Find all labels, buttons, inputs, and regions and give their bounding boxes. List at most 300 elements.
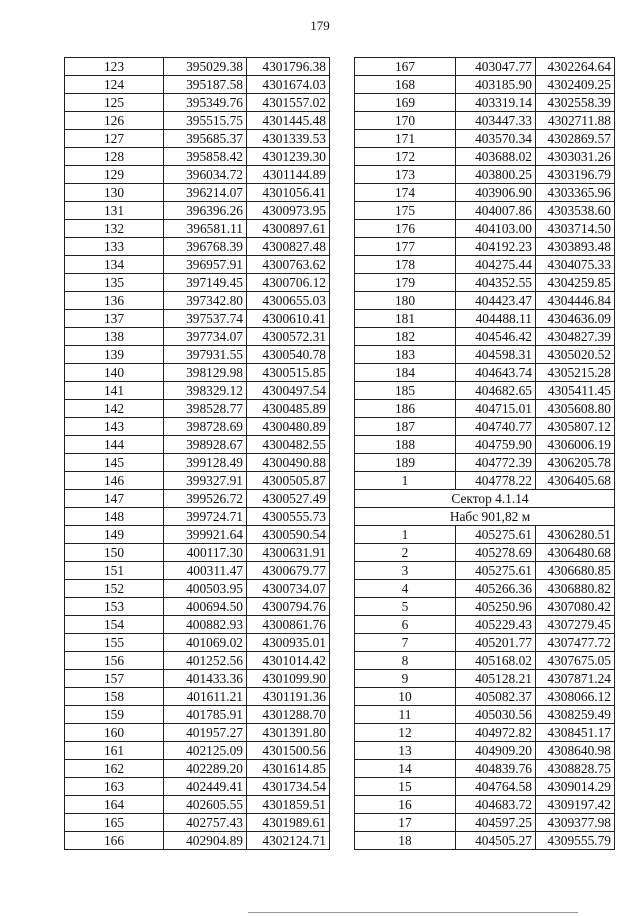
y-coordinate-cell: 4306405.68 [536, 472, 615, 490]
x-coordinate-cell: 398129.98 [164, 364, 247, 382]
x-coordinate-cell: 399128.49 [164, 454, 247, 472]
y-coordinate-cell: 4300527.49 [247, 490, 330, 508]
table-row [65, 112, 330, 130]
point-number-cell: 152 [65, 580, 164, 598]
x-coordinate-cell: 404007.86 [456, 202, 536, 220]
point-number-cell: 148 [65, 508, 164, 526]
table-row [65, 778, 330, 796]
table-row [355, 544, 615, 562]
y-coordinate-cell: 4308640.98 [536, 742, 615, 760]
y-coordinate-cell: 4304827.39 [536, 328, 615, 346]
table-row [355, 454, 615, 472]
y-coordinate-cell: 4300490.88 [247, 454, 330, 472]
table-row [355, 814, 615, 832]
x-coordinate-cell: 402289.20 [164, 760, 247, 778]
point-number-cell: 177 [355, 238, 456, 256]
table-row [65, 670, 330, 688]
table-row [65, 472, 330, 490]
x-coordinate-cell: 404740.77 [456, 418, 536, 436]
table-row [355, 436, 615, 454]
x-coordinate-cell: 400117.30 [164, 544, 247, 562]
y-coordinate-cell: 4309555.79 [536, 832, 615, 850]
x-coordinate-cell: 401611.21 [164, 688, 247, 706]
y-coordinate-cell: 4301144.89 [247, 166, 330, 184]
x-coordinate-cell: 395515.75 [164, 112, 247, 130]
y-coordinate-cell: 4307675.05 [536, 652, 615, 670]
table-row [355, 112, 615, 130]
x-coordinate-cell: 405266.36 [456, 580, 536, 598]
y-coordinate-cell: 4309014.29 [536, 778, 615, 796]
point-number-cell: 136 [65, 292, 164, 310]
y-coordinate-cell: 4301445.48 [247, 112, 330, 130]
y-coordinate-cell: 4306205.78 [536, 454, 615, 472]
y-coordinate-cell: 4300861.76 [247, 616, 330, 634]
y-coordinate-cell: 4308259.49 [536, 706, 615, 724]
point-number-cell: 1 [355, 526, 456, 544]
x-coordinate-cell: 395685.37 [164, 130, 247, 148]
x-coordinate-cell: 396581.11 [164, 220, 247, 238]
table-row [65, 220, 330, 238]
point-number-cell: 10 [355, 688, 456, 706]
section-header-row [355, 508, 615, 526]
table-row [65, 274, 330, 292]
x-coordinate-cell: 402605.55 [164, 796, 247, 814]
x-coordinate-cell: 404505.27 [456, 832, 536, 850]
table-row [355, 202, 615, 220]
table-row [355, 832, 615, 850]
x-coordinate-cell: 405229.43 [456, 616, 536, 634]
table-row [65, 616, 330, 634]
x-coordinate-cell: 397149.45 [164, 274, 247, 292]
x-coordinate-cell: 402757.43 [164, 814, 247, 832]
y-coordinate-cell: 4306480.68 [536, 544, 615, 562]
x-coordinate-cell: 398528.77 [164, 400, 247, 418]
y-coordinate-cell: 4301014.42 [247, 652, 330, 670]
table-row [65, 508, 330, 526]
x-coordinate-cell: 397734.07 [164, 328, 247, 346]
x-coordinate-cell: 404192.23 [456, 238, 536, 256]
point-number-cell: 163 [65, 778, 164, 796]
y-coordinate-cell: 4307279.45 [536, 616, 615, 634]
point-number-cell: 188 [355, 436, 456, 454]
table-row [355, 256, 615, 274]
x-coordinate-cell: 404643.74 [456, 364, 536, 382]
point-number-cell: 139 [65, 346, 164, 364]
table-row [65, 724, 330, 742]
table-row [65, 562, 330, 580]
point-number-cell: 156 [65, 652, 164, 670]
x-coordinate-cell: 399526.72 [164, 490, 247, 508]
x-coordinate-cell: 403688.02 [456, 148, 536, 166]
point-number-cell: 185 [355, 382, 456, 400]
x-coordinate-cell: 404352.55 [456, 274, 536, 292]
y-coordinate-cell: 4300897.61 [247, 220, 330, 238]
y-coordinate-cell: 4300794.76 [247, 598, 330, 616]
point-number-cell: 3 [355, 562, 456, 580]
x-coordinate-cell: 404275.44 [456, 256, 536, 274]
x-coordinate-cell: 404764.58 [456, 778, 536, 796]
x-coordinate-cell: 396214.07 [164, 184, 247, 202]
table-row [65, 256, 330, 274]
point-number-cell: 173 [355, 166, 456, 184]
table-row [65, 346, 330, 364]
point-number-cell: 130 [65, 184, 164, 202]
point-number-cell: 171 [355, 130, 456, 148]
y-coordinate-cell: 4308451.17 [536, 724, 615, 742]
table-row [65, 238, 330, 256]
y-coordinate-cell: 4306680.85 [536, 562, 615, 580]
point-number-cell: 153 [65, 598, 164, 616]
y-coordinate-cell: 4301339.53 [247, 130, 330, 148]
table-row [65, 796, 330, 814]
x-coordinate-cell: 404715.01 [456, 400, 536, 418]
point-number-cell: 18 [355, 832, 456, 850]
point-number-cell: 154 [65, 616, 164, 634]
x-coordinate-cell: 403800.25 [456, 166, 536, 184]
point-number-cell: 2 [355, 544, 456, 562]
point-number-cell: 146 [65, 472, 164, 490]
x-coordinate-cell: 395187.58 [164, 76, 247, 94]
x-coordinate-cell: 400503.95 [164, 580, 247, 598]
table-row [65, 598, 330, 616]
point-number-cell: 123 [65, 58, 164, 76]
point-number-cell: 9 [355, 670, 456, 688]
point-number-cell: 7 [355, 634, 456, 652]
point-number-cell: 132 [65, 220, 164, 238]
table-row [355, 292, 615, 310]
x-coordinate-cell: 401957.27 [164, 724, 247, 742]
table-row [355, 526, 615, 544]
y-coordinate-cell: 4301099.90 [247, 670, 330, 688]
x-coordinate-cell: 405250.96 [456, 598, 536, 616]
point-number-cell: 165 [65, 814, 164, 832]
point-number-cell: 126 [65, 112, 164, 130]
point-number-cell: 14 [355, 760, 456, 778]
y-coordinate-cell: 4300763.62 [247, 256, 330, 274]
point-number-cell: 17 [355, 814, 456, 832]
point-number-cell: 5 [355, 598, 456, 616]
x-coordinate-cell: 399327.91 [164, 472, 247, 490]
point-number-cell: 16 [355, 796, 456, 814]
x-coordinate-cell: 398928.67 [164, 436, 247, 454]
x-coordinate-cell: 400694.50 [164, 598, 247, 616]
point-number-cell: 128 [65, 148, 164, 166]
x-coordinate-cell: 402904.89 [164, 832, 247, 850]
point-number-cell: 164 [65, 796, 164, 814]
table-row [65, 166, 330, 184]
point-number-cell: 147 [65, 490, 164, 508]
y-coordinate-cell: 4301796.38 [247, 58, 330, 76]
x-coordinate-cell: 405082.37 [456, 688, 536, 706]
point-number-cell: 174 [355, 184, 456, 202]
point-number-cell: 179 [355, 274, 456, 292]
table-row [355, 418, 615, 436]
y-coordinate-cell: 4309197.42 [536, 796, 615, 814]
y-coordinate-cell: 4300505.87 [247, 472, 330, 490]
y-coordinate-cell: 4303538.60 [536, 202, 615, 220]
table-row [355, 130, 615, 148]
table-row [65, 436, 330, 454]
table-row [355, 94, 615, 112]
left-coordinates-table [64, 57, 330, 850]
y-coordinate-cell: 4302558.39 [536, 94, 615, 112]
point-number-cell: 125 [65, 94, 164, 112]
table-row [65, 526, 330, 544]
table-row [65, 634, 330, 652]
y-coordinate-cell: 4300827.48 [247, 238, 330, 256]
point-number-cell: 144 [65, 436, 164, 454]
point-number-cell: 189 [355, 454, 456, 472]
point-number-cell: 124 [65, 76, 164, 94]
table-row [65, 130, 330, 148]
x-coordinate-cell: 396768.39 [164, 238, 247, 256]
y-coordinate-cell: 4301391.80 [247, 724, 330, 742]
table-row [355, 382, 615, 400]
x-coordinate-cell: 405278.69 [456, 544, 536, 562]
x-coordinate-cell: 404772.39 [456, 454, 536, 472]
table-row [65, 148, 330, 166]
table-row [355, 616, 615, 634]
x-coordinate-cell: 405201.77 [456, 634, 536, 652]
x-coordinate-cell: 403047.77 [456, 58, 536, 76]
point-number-cell: 149 [65, 526, 164, 544]
section-header-cell: Набс 901,82 м [355, 508, 615, 526]
x-coordinate-cell: 395858.42 [164, 148, 247, 166]
y-coordinate-cell: 4300480.89 [247, 418, 330, 436]
x-coordinate-cell: 400882.93 [164, 616, 247, 634]
point-number-cell: 166 [65, 832, 164, 850]
y-coordinate-cell: 4305608.80 [536, 400, 615, 418]
table-row [355, 274, 615, 292]
y-coordinate-cell: 4300935.01 [247, 634, 330, 652]
x-coordinate-cell: 397931.55 [164, 346, 247, 364]
table-row [355, 220, 615, 238]
y-coordinate-cell: 4300515.85 [247, 364, 330, 382]
table-row [65, 76, 330, 94]
table-row [355, 706, 615, 724]
point-number-cell: 187 [355, 418, 456, 436]
table-row [355, 580, 615, 598]
y-coordinate-cell: 4304259.85 [536, 274, 615, 292]
x-coordinate-cell: 398329.12 [164, 382, 247, 400]
x-coordinate-cell: 404423.47 [456, 292, 536, 310]
y-coordinate-cell: 4303714.50 [536, 220, 615, 238]
x-coordinate-cell: 405168.02 [456, 652, 536, 670]
point-number-cell: 15 [355, 778, 456, 796]
x-coordinate-cell: 397537.74 [164, 310, 247, 328]
table-row [355, 670, 615, 688]
x-coordinate-cell: 400311.47 [164, 562, 247, 580]
table-row [355, 652, 615, 670]
point-number-cell: 186 [355, 400, 456, 418]
x-coordinate-cell: 396957.91 [164, 256, 247, 274]
x-coordinate-cell: 401785.91 [164, 706, 247, 724]
point-number-cell: 176 [355, 220, 456, 238]
y-coordinate-cell: 4302264.64 [536, 58, 615, 76]
y-coordinate-cell: 4304446.84 [536, 292, 615, 310]
point-number-cell: 162 [65, 760, 164, 778]
point-number-cell: 168 [355, 76, 456, 94]
table-row [65, 310, 330, 328]
y-coordinate-cell: 4300482.55 [247, 436, 330, 454]
y-coordinate-cell: 4306006.19 [536, 436, 615, 454]
table-row [65, 760, 330, 778]
table-row [355, 58, 615, 76]
y-coordinate-cell: 4308066.12 [536, 688, 615, 706]
table-row [355, 598, 615, 616]
x-coordinate-cell: 404488.11 [456, 310, 536, 328]
x-coordinate-cell: 404546.42 [456, 328, 536, 346]
point-number-cell: 142 [65, 400, 164, 418]
table-row [65, 184, 330, 202]
table-row [355, 778, 615, 796]
table-row [65, 58, 330, 76]
point-number-cell: 135 [65, 274, 164, 292]
point-number-cell: 141 [65, 382, 164, 400]
y-coordinate-cell: 4305215.28 [536, 364, 615, 382]
table-row [355, 400, 615, 418]
x-coordinate-cell: 401069.02 [164, 634, 247, 652]
y-coordinate-cell: 4309377.98 [536, 814, 615, 832]
table-row [65, 202, 330, 220]
table-row [355, 346, 615, 364]
point-number-cell: 145 [65, 454, 164, 472]
y-coordinate-cell: 4301056.41 [247, 184, 330, 202]
point-number-cell: 134 [65, 256, 164, 274]
y-coordinate-cell: 4304075.33 [536, 256, 615, 274]
y-coordinate-cell: 4305807.12 [536, 418, 615, 436]
y-coordinate-cell: 4300679.77 [247, 562, 330, 580]
x-coordinate-cell: 396396.26 [164, 202, 247, 220]
y-coordinate-cell: 4304636.09 [536, 310, 615, 328]
point-number-cell: 4 [355, 580, 456, 598]
x-coordinate-cell: 405030.56 [456, 706, 536, 724]
y-coordinate-cell: 4307080.42 [536, 598, 615, 616]
x-coordinate-cell: 403319.14 [456, 94, 536, 112]
point-number-cell: 143 [65, 418, 164, 436]
y-coordinate-cell: 4300485.89 [247, 400, 330, 418]
table-row [355, 238, 615, 256]
x-coordinate-cell: 404759.90 [456, 436, 536, 454]
table-row [355, 76, 615, 94]
point-number-cell: 158 [65, 688, 164, 706]
point-number-cell: 140 [65, 364, 164, 382]
point-number-cell: 161 [65, 742, 164, 760]
x-coordinate-cell: 398728.69 [164, 418, 247, 436]
point-number-cell: 157 [65, 670, 164, 688]
x-coordinate-cell: 404839.76 [456, 760, 536, 778]
point-number-cell: 151 [65, 562, 164, 580]
x-coordinate-cell: 405128.21 [456, 670, 536, 688]
point-number-cell: 170 [355, 112, 456, 130]
table-row [65, 688, 330, 706]
point-number-cell: 6 [355, 616, 456, 634]
point-number-cell: 175 [355, 202, 456, 220]
x-coordinate-cell: 404682.65 [456, 382, 536, 400]
point-number-cell: 159 [65, 706, 164, 724]
table-row [355, 148, 615, 166]
point-number-cell: 169 [355, 94, 456, 112]
y-coordinate-cell: 4302869.57 [536, 130, 615, 148]
x-coordinate-cell: 404598.31 [456, 346, 536, 364]
point-number-cell: 181 [355, 310, 456, 328]
x-coordinate-cell: 403570.34 [456, 130, 536, 148]
table-row [355, 184, 615, 202]
x-coordinate-cell: 401252.56 [164, 652, 247, 670]
y-coordinate-cell: 4300631.91 [247, 544, 330, 562]
y-coordinate-cell: 4301989.61 [247, 814, 330, 832]
point-number-cell: 131 [65, 202, 164, 220]
y-coordinate-cell: 4302711.88 [536, 112, 615, 130]
y-coordinate-cell: 4303893.48 [536, 238, 615, 256]
table-row [355, 688, 615, 706]
point-number-cell: 127 [65, 130, 164, 148]
point-number-cell: 8 [355, 652, 456, 670]
table-row [65, 292, 330, 310]
table-row [355, 724, 615, 742]
y-coordinate-cell: 4300555.73 [247, 508, 330, 526]
table-row [65, 94, 330, 112]
page-number: 179 [310, 18, 330, 33]
y-coordinate-cell: 4301859.51 [247, 796, 330, 814]
y-coordinate-cell: 4308828.75 [536, 760, 615, 778]
point-number-cell: 150 [65, 544, 164, 562]
table-row [65, 814, 330, 832]
y-coordinate-cell: 4300590.54 [247, 526, 330, 544]
point-number-cell: 155 [65, 634, 164, 652]
point-number-cell: 13 [355, 742, 456, 760]
table-row [65, 364, 330, 382]
x-coordinate-cell: 405275.61 [456, 526, 536, 544]
x-coordinate-cell: 396034.72 [164, 166, 247, 184]
x-coordinate-cell: 402125.09 [164, 742, 247, 760]
y-coordinate-cell: 4307871.24 [536, 670, 615, 688]
table-row [355, 328, 615, 346]
table-row [355, 472, 615, 490]
y-coordinate-cell: 4306880.82 [536, 580, 615, 598]
x-coordinate-cell: 402449.41 [164, 778, 247, 796]
point-number-cell: 180 [355, 292, 456, 310]
y-coordinate-cell: 4300497.54 [247, 382, 330, 400]
table-row [65, 652, 330, 670]
y-coordinate-cell: 4301557.02 [247, 94, 330, 112]
y-coordinate-cell: 4301191.36 [247, 688, 330, 706]
table-row [65, 400, 330, 418]
table-row [65, 382, 330, 400]
x-coordinate-cell: 404972.82 [456, 724, 536, 742]
point-number-cell: 167 [355, 58, 456, 76]
point-number-cell: 137 [65, 310, 164, 328]
point-number-cell: 172 [355, 148, 456, 166]
point-number-cell: 178 [355, 256, 456, 274]
y-coordinate-cell: 4300706.12 [247, 274, 330, 292]
x-coordinate-cell: 404778.22 [456, 472, 536, 490]
table-row [65, 544, 330, 562]
x-coordinate-cell: 404597.25 [456, 814, 536, 832]
y-coordinate-cell: 4300973.95 [247, 202, 330, 220]
point-number-cell: 1 [355, 472, 456, 490]
y-coordinate-cell: 4303196.79 [536, 166, 615, 184]
point-number-cell: 182 [355, 328, 456, 346]
point-number-cell: 183 [355, 346, 456, 364]
y-coordinate-cell: 4306280.51 [536, 526, 615, 544]
y-coordinate-cell: 4301500.56 [247, 742, 330, 760]
x-coordinate-cell: 404683.72 [456, 796, 536, 814]
table-row [65, 328, 330, 346]
point-number-cell: 129 [65, 166, 164, 184]
point-number-cell: 184 [355, 364, 456, 382]
point-number-cell: 138 [65, 328, 164, 346]
